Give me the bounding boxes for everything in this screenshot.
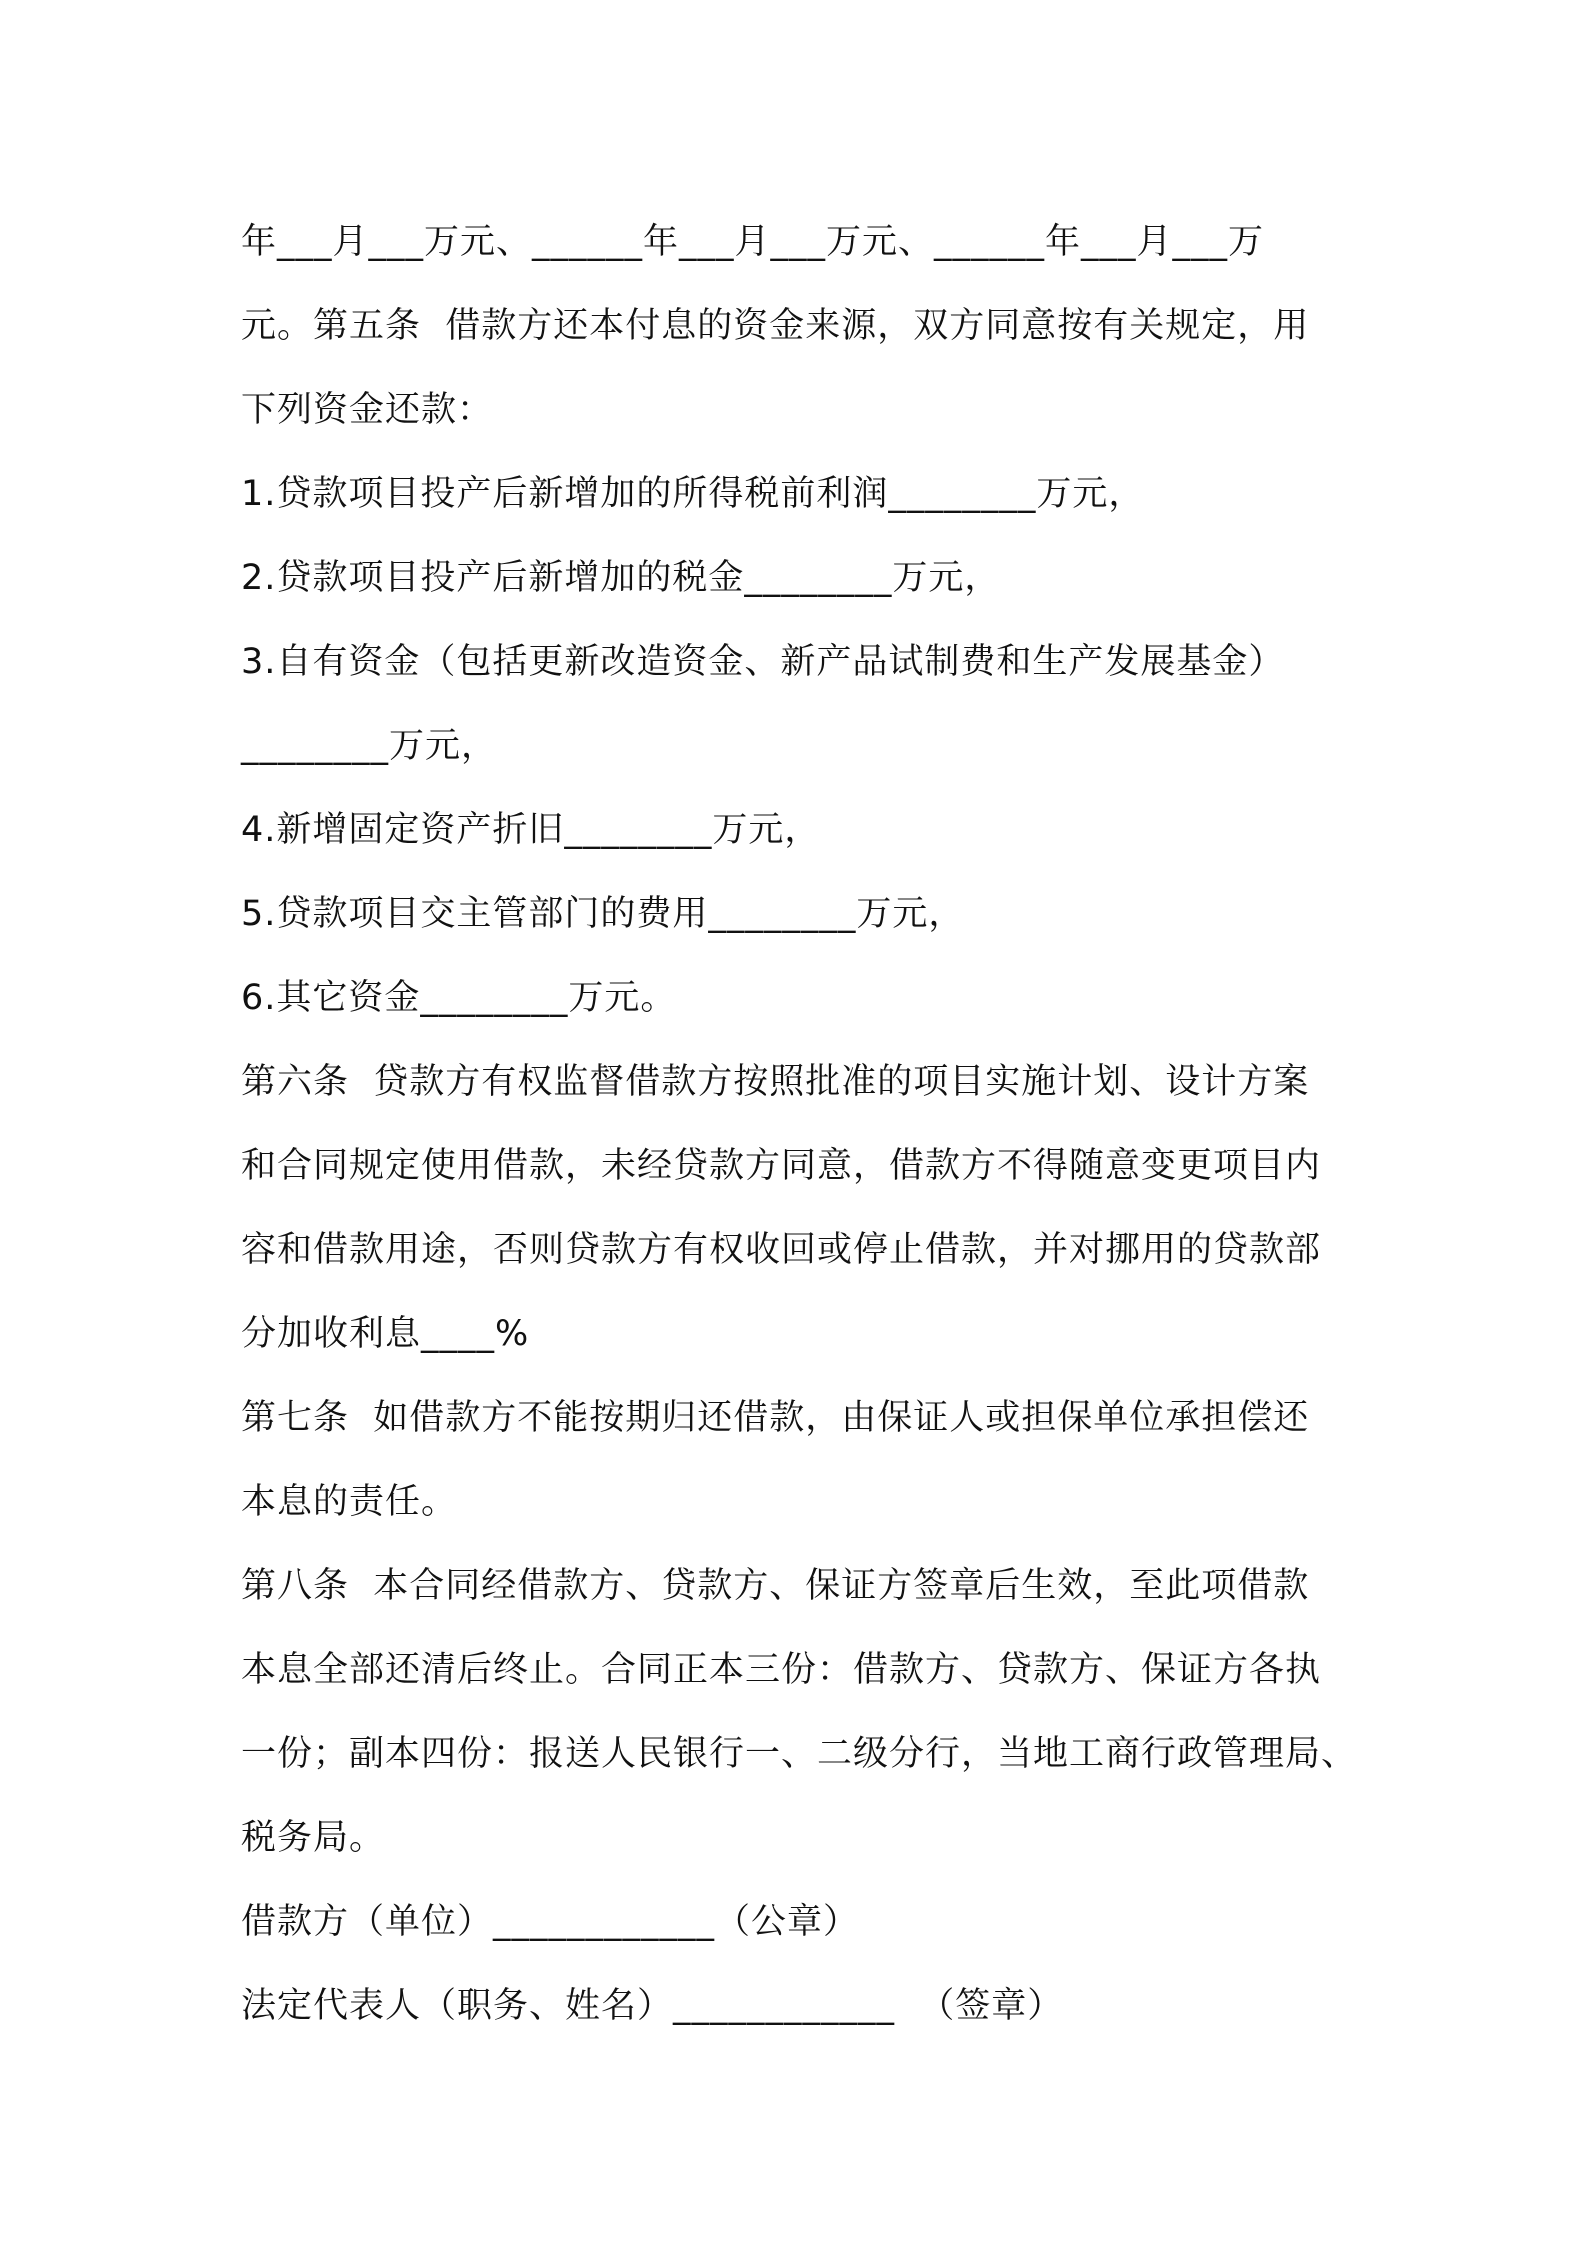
article-6-line-3: 容和借款用途，否则贷款方有权收回或停止借款，并对挪用的贷款部	[241, 1230, 1322, 1270]
repayment-item-1: 1.贷款项目投产后新增加的所得税前利润________万元，	[241, 474, 1145, 514]
borrower-signature-line: 借款方（单位）____________（公章）	[241, 1902, 860, 1942]
article-6-line-1: 第六条 贷款方有权监督借款方按照批准的项目实施计划、设计方案	[241, 1062, 1310, 1102]
article-8-line-1: 第八条 本合同经借款方、贷款方、保证方签章后生效，至此项借款	[241, 1566, 1310, 1606]
article-7-line-1: 第七条 如借款方不能按期归还借款，由保证人或担保单位承担偿还	[241, 1398, 1310, 1438]
text-line-3: 下列资金还款：	[241, 390, 494, 430]
document-body	[241, 200, 1361, 2048]
article-6-line-2: 和合同规定使用借款，未经贷款方同意，借款方不得随意变更项目内	[241, 1146, 1322, 1186]
legal-representative-signature-line: 法定代表人（职务、姓名）____________ （签章）	[241, 1986, 1064, 2026]
repayment-item-3: 3.自有资金（包括更新改造资金、新产品试制费和生产发展基金）	[241, 642, 1285, 682]
repayment-item-3-cont: ________万元，	[241, 726, 498, 766]
repayment-item-2: 2.贷款项目投产后新增加的税金________万元，	[241, 558, 1001, 598]
article-6-line-4: 分加收利息____%	[241, 1314, 530, 1354]
article-8-line-3: 一份；副本四份：报送人民银行一、二级分行，当地工商行政管理局、	[241, 1734, 1358, 1774]
repayment-item-4: 4.新增固定资产折旧________万元，	[241, 810, 821, 850]
article-7-line-2: 本息的责任。	[241, 1482, 458, 1522]
text-line-2: 元。第五条 借款方还本付息的资金来源，双方同意按有关规定，用	[241, 306, 1310, 346]
text-line-1: 年___月___万元、______年___月___万元、______年___月___万	[241, 222, 1265, 262]
repayment-item-6: 6.其它资金________万元。	[241, 978, 677, 1018]
article-8-line-4: 税务局。	[241, 1818, 386, 1858]
article-8-line-2: 本息全部还清后终止。合同正本三份：借款方、贷款方、保证方各执	[241, 1650, 1322, 1690]
repayment-item-5: 5.贷款项目交主管部门的费用________万元，	[241, 894, 965, 934]
